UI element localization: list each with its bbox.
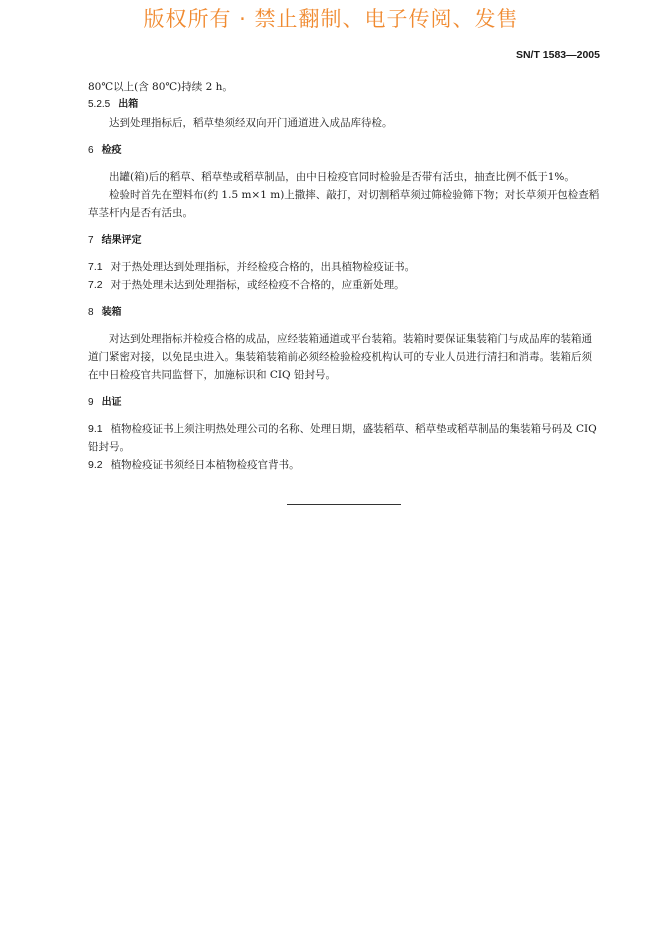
section-6-paragraph-2: 检验时首先在塑料布(约 1.5 m×1 m)上撒摔、敲打，对切割稻草须过筛检验筛下物；对长草须开包检查稻草茎杆内是否有活虫。	[88, 189, 600, 219]
section-title: 装箱	[101, 307, 122, 318]
clause-number: 9.2	[88, 459, 103, 471]
section-number: 8	[88, 307, 94, 318]
clause-text: 对于热处理未达到处理指标，或经检疫不合格的，应重新处理。	[110, 279, 405, 291]
section-6-heading	[88, 142, 602, 160]
section-8-heading	[88, 304, 602, 322]
section-title: 出证	[101, 397, 122, 408]
continuation-text: 80℃以上(含 80℃)持续 2 h。	[88, 81, 233, 93]
section-number: 5.2.5	[88, 99, 111, 110]
section-number: 9	[88, 397, 94, 408]
clause-number: 7.1	[88, 261, 103, 273]
document-body	[88, 78, 602, 474]
end-of-document-rule	[287, 504, 401, 505]
section-title: 结果评定	[101, 235, 142, 246]
section-number: 6	[88, 145, 94, 156]
clause-number: 9.1	[88, 423, 103, 435]
section-5-2-5-text: 达到处理指标后，稻草垫须经双向开门通道进入成品库待检。	[109, 117, 393, 129]
section-5-2-5-heading	[88, 96, 602, 114]
section-6-paragraph-1: 出罐(箱)后的稻草、稻草垫或稻草制品，由中日检疫官同时检验是否带有活虫，抽查比例不低于1%。	[109, 171, 575, 183]
section-9-heading	[88, 394, 602, 412]
clause-text: 植物检疫证书上须注明热处理公司的名称、处理日期，盛装稻草、稻草垫或稻草制品的集装箱号码及 CIQ 铅封号。	[88, 423, 597, 453]
clause-text: 对于热处理达到处理指标，并经检疫合格的，出具植物检疫证书。	[110, 261, 416, 273]
clause-7-2	[88, 276, 602, 294]
section-number: 7	[88, 235, 94, 246]
clause-text: 植物检疫证书须经日本植物检疫官背书。	[110, 459, 300, 471]
document-number: SN/T 1583—2005	[515, 49, 600, 61]
section-title: 出箱	[118, 99, 139, 110]
clause-9-2	[88, 456, 602, 474]
clause-9-1	[88, 420, 602, 456]
section-title: 检疫	[101, 145, 122, 156]
clause-7-1	[88, 258, 602, 276]
clause-number: 7.2	[88, 279, 103, 291]
copyright-banner: 版权所有 · 禁止翻制、电子传阅、发售	[143, 7, 519, 31]
section-7-heading	[88, 232, 602, 250]
section-8-paragraph-1: 对达到处理指标并检疫合格的成品，应经装箱通道或平台装箱。装箱时要保证集装箱门与成品库的装箱通道门紧密对接，以免昆虫进入。集装箱装箱前必须经检验检疫机构认可的专业人员进行清扫和消毒。装箱后须在中日检疫官共同监督下，加施标识和 CIQ 铅封号。	[88, 333, 592, 381]
